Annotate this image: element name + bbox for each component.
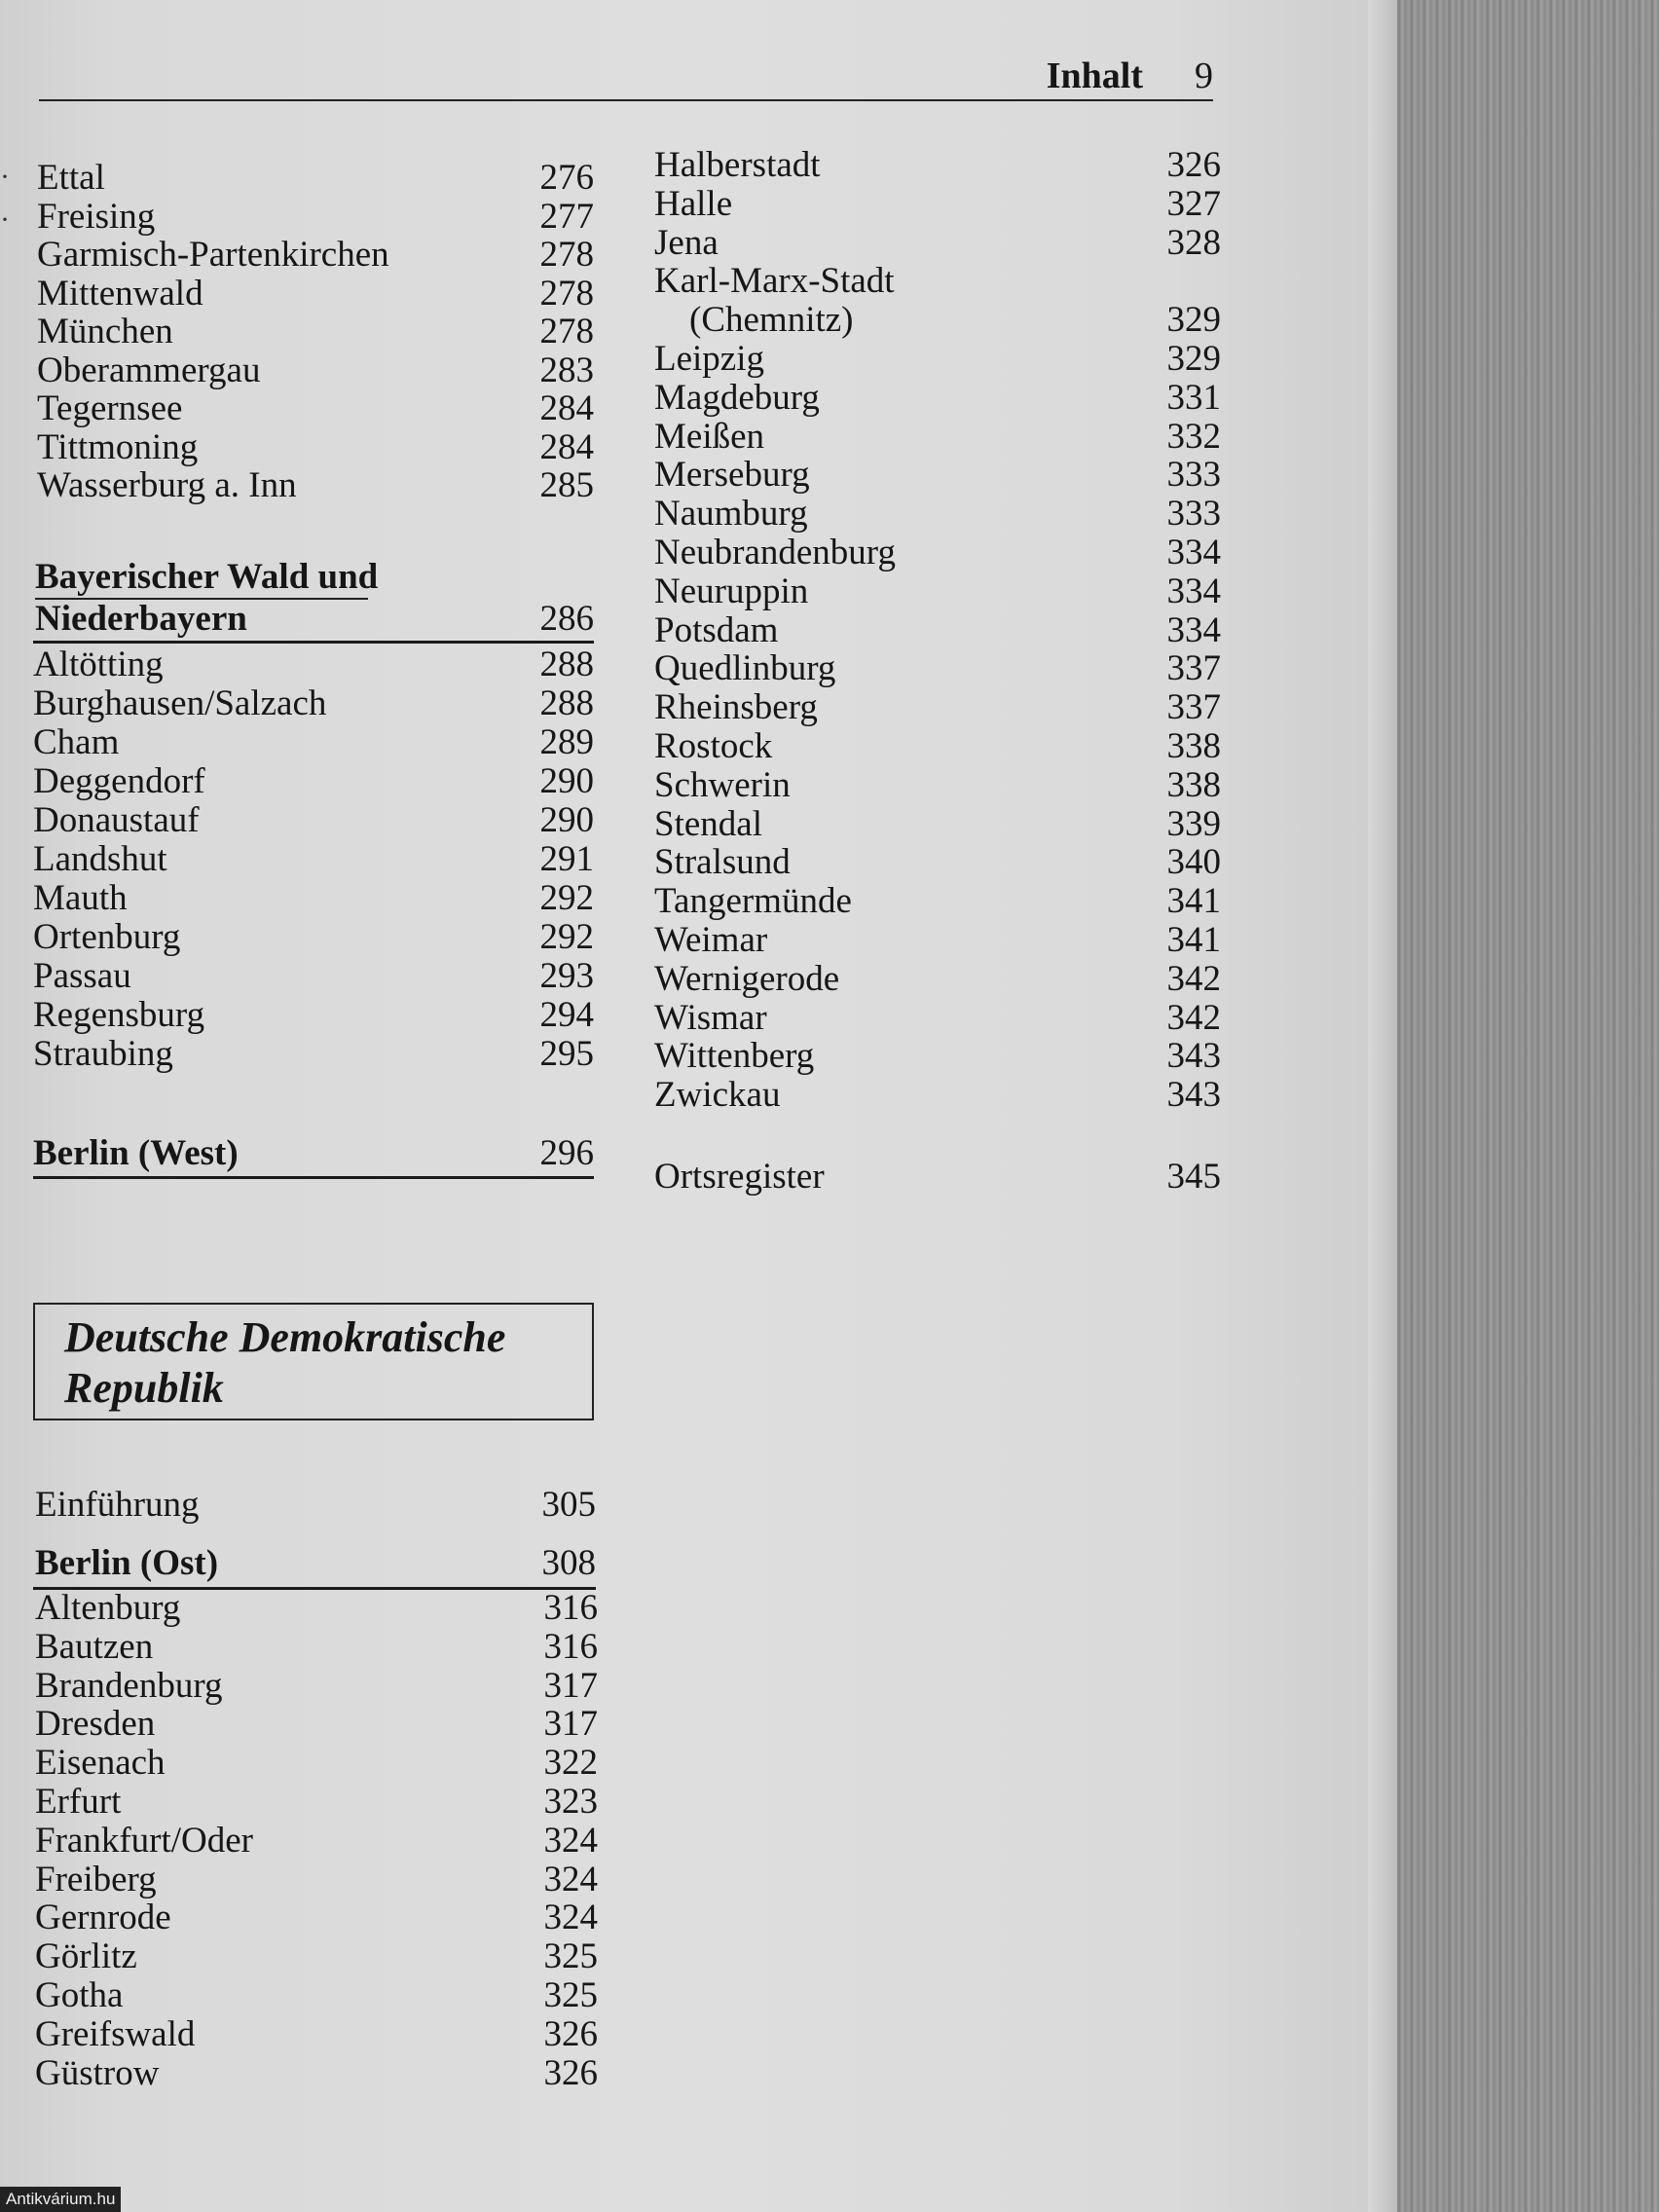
toc-entry [33,763,594,800]
entry-name: Weimar [654,920,768,960]
entry-name: Halle [654,183,733,224]
entry-page: 329 [1166,339,1221,379]
toc-entry [35,1977,598,2014]
entry-page: 285 [539,465,594,505]
header-title: Inhalt [1046,55,1143,96]
toc-entry [33,646,594,683]
toc-entry [35,1626,598,1667]
background-surface [1368,0,1659,2212]
toc-entry [654,222,1221,263]
entry-page: 326 [1166,145,1221,185]
entry-page: 291 [539,839,594,879]
entry-page: 324 [543,1820,598,1861]
toc-entry [35,1745,598,1782]
entry-name: Ettal [37,158,105,198]
entry-name: Görlitz [35,1936,137,1977]
entry-page: 326 [543,2052,598,2093]
toc-entry [654,573,1221,610]
entry-name: Landshut [33,839,167,879]
chapter-title-line2: Republik [64,1364,224,1412]
toc-entry [654,1077,1221,1114]
toc-entry [654,457,1221,494]
entry-page: 333 [1166,494,1221,535]
entry-page: 322 [543,1743,598,1784]
watermark: Antikvárium.hu [0,2187,121,2212]
chapter-title-line1: Deutsche Demokratische [64,1313,506,1361]
toc-entry [654,958,1221,999]
entry-name: Oberammergau [37,350,261,390]
section-heading-bayerischer-wald [35,559,594,596]
entry-name: Wismar [654,997,767,1038]
toc-entry [654,1038,1221,1075]
entry-page: 324 [543,1898,598,1938]
toc-entry [654,689,1221,726]
entry-name: Einführung [35,1485,200,1525]
entry-name: Mauth [33,878,128,918]
toc-entry [33,802,594,839]
entry-name: Bautzen [35,1626,154,1667]
entry-page: 339 [1166,803,1221,844]
entry-page: 316 [543,1588,598,1628]
section-rule [33,1176,594,1179]
entry-page: 288 [539,645,594,684]
toc-entry [37,160,594,197]
entry-name: Mittenwald [37,273,203,313]
entry-page: 316 [543,1626,598,1667]
toc-entry [35,1859,598,1899]
entry-page: 324 [543,1859,598,1899]
section-page-number: 286 [539,599,594,639]
section-heading-label: Berlin (West) [33,1133,239,1173]
entry-page: 331 [1166,377,1221,418]
entry-page: 277 [539,196,594,237]
entry-name: Freiberg [35,1859,157,1899]
toc-entry [654,844,1221,881]
entry-name: Ortsregister [654,1157,825,1197]
entry-page: 294 [539,995,594,1035]
entry-page: 289 [539,722,594,762]
toc-entry [35,2052,598,2093]
entry-name: Tittmoning [37,426,199,467]
toc-entry [654,263,1221,300]
toc-entry [37,196,594,237]
entry-page: 334 [1166,533,1221,572]
entry-name: Eisenach [35,1743,166,1784]
entry-name: Erfurt [35,1782,122,1822]
entry-name: Altenburg [35,1588,181,1628]
toc-entry [35,2013,598,2054]
entry-page: 337 [1166,648,1221,689]
toc-entry [654,535,1221,571]
entry-name: Schwerin [654,764,791,805]
header-page-number: 9 [1195,55,1213,96]
entry-page: 284 [539,388,594,428]
chapter-box-gdr [33,1303,594,1420]
toc-entry [33,685,594,722]
entry-name: Halberstadt [654,145,821,185]
entry-name: Potsdam [654,609,779,650]
toc-entry [33,997,594,1034]
toc-entry [654,377,1221,418]
entry-page: 337 [1166,687,1221,728]
entry-page: 345 [1166,1157,1221,1197]
entry-page: 333 [1166,455,1221,496]
toc-entry [654,728,1221,765]
entry-name: Altötting [33,645,164,684]
entry-name: Stendal [654,803,762,844]
entry-page: 334 [1166,571,1221,611]
entry-name: Cham [33,722,120,762]
toc-entry-einfuehrung [35,1487,596,1524]
entry-name: München [37,312,173,351]
entry-name: Quedlinburg [654,648,836,689]
entry-name: Jena [654,222,719,263]
toc-entry [654,922,1221,959]
entry-name: Gotha [35,1975,124,2015]
entry-page: 326 [543,2013,598,2054]
entry-name: Donaustauf [33,800,200,840]
toc-entry [654,764,1221,805]
entry-name: Neuruppin [654,571,809,611]
toc-entry [33,841,594,878]
toc-entry [35,1665,598,1706]
entry-page: 340 [1166,842,1221,883]
entry-page: 278 [539,312,594,351]
toc-entry [654,883,1221,920]
entry-name: (Chemnitz) [689,300,854,341]
entry-name: Leipzig [654,339,765,379]
entry-page: 332 [1166,416,1221,457]
toc-entry [37,237,594,274]
entry-name: Passau [33,956,131,996]
entry-page: 276 [539,158,594,198]
entry-page: 338 [1166,726,1221,766]
entry-page: 343 [1166,1075,1221,1116]
entry-name: Ortenburg [33,917,181,957]
entry-page: 293 [539,956,594,996]
toc-entry [33,880,594,917]
toc-entry [35,1706,598,1743]
entry-page: 288 [539,683,594,723]
toc-entry [37,352,594,389]
entry-page: 278 [539,273,594,313]
entry-page: 317 [543,1665,598,1706]
entry-name: Tegernsee [37,388,183,428]
entry-name: Güstrow [35,2052,160,2093]
entry-page: 342 [1166,997,1221,1038]
entry-name: Gernrode [35,1898,171,1938]
entry-name: Zwickau [654,1075,781,1116]
entry-name: Rostock [654,726,773,766]
entry-page: 341 [1166,881,1221,922]
entry-name: Freising [37,196,156,237]
toc-entry [35,1899,598,1936]
toc-entry [654,147,1221,184]
toc-entry [37,467,594,504]
section-heading-line2: Niederbayern [35,599,247,639]
entry-name: Magdeburg [654,377,820,418]
entry-page: 327 [1166,183,1221,224]
toc-entry [35,1784,598,1821]
entry-name: Dresden [35,1704,156,1745]
entry-page: 329 [1166,300,1221,341]
entry-page: 295 [539,1034,594,1074]
entry-page: 290 [539,761,594,801]
entry-name: Naumburg [654,494,808,535]
entry-name: Wasserburg a. Inn [37,465,297,505]
page-edge [1368,0,1397,2212]
toc-entry [654,183,1221,224]
toc-entry [37,273,594,313]
toc-entry [37,390,594,427]
entry-page: 328 [1166,222,1221,263]
toc-entry [33,919,594,956]
toc-entry [654,416,1221,457]
entry-page: 283 [539,350,594,390]
section-rule [33,641,594,644]
entry-page: 338 [1166,764,1221,805]
running-header [39,51,1213,101]
entry-page: 284 [539,426,594,467]
toc-entry [33,724,594,761]
section-heading-niederbayern [35,601,594,638]
toc-entry [37,426,594,467]
entry-page: 278 [539,235,594,275]
toc-entry [654,803,1221,844]
toc-entry [35,1590,598,1627]
entry-name: Stralsund [654,842,791,883]
toc-entry [33,958,594,995]
entry-name: Garmisch-Partenkirchen [37,235,389,275]
entry-page: 342 [1166,958,1221,999]
toc-entry [654,997,1221,1038]
entry-name: Deggendorf [33,761,205,801]
entry-page: 290 [539,800,594,840]
entry-page: 343 [1166,1036,1221,1077]
toc-entry [654,496,1221,533]
entry-name: Straubing [33,1034,173,1074]
entry-name: Neubrandenburg [654,533,896,572]
entry-name: Tangermünde [654,881,852,922]
entry-name: Burghausen/Salzach [33,683,327,723]
section-page-number: 296 [539,1133,594,1173]
section-page-number: 308 [541,1543,596,1583]
entry-page: 292 [539,878,594,918]
entry-name: Greifswald [35,2013,196,2054]
entry-name: Frankfurt/Oder [35,1820,253,1861]
entry-page: 325 [543,1936,598,1977]
entry-name: Wernigerode [654,958,840,999]
entry-name: Merseburg [654,455,810,496]
entry-name: Rheinsberg [654,687,818,728]
entry-page: 323 [543,1782,598,1822]
toc-entry [654,302,1221,339]
entry-page: 341 [1166,920,1221,960]
entry-name: Karl-Marx-Stadt [654,261,895,302]
entry-name: Regensburg [33,995,205,1035]
section-heading-berlin-west [33,1135,594,1172]
entry-name: Brandenburg [35,1665,223,1706]
entry-page: 325 [543,1975,598,2015]
entry-page: 305 [541,1485,596,1525]
toc-entry [33,1036,594,1073]
binding-marks: · · [0,161,10,236]
toc-entry [37,313,594,350]
entry-name: Wittenberg [654,1036,815,1077]
section-heading-line1: Bayerischer Wald und [35,557,379,597]
toc-entry [35,1820,598,1861]
section-heading-berlin-ost [35,1545,596,1582]
toc-entry-ortsregister [654,1159,1221,1196]
toc-entry [35,1938,598,1975]
entry-page: 334 [1166,609,1221,650]
entry-page: 292 [539,917,594,957]
section-heading-label: Berlin (Ost) [35,1543,219,1583]
toc-entry [654,650,1221,687]
entry-page: 317 [543,1704,598,1745]
entry-name: Meißen [654,416,765,457]
toc-entry [654,609,1221,650]
toc-entry [654,341,1221,378]
